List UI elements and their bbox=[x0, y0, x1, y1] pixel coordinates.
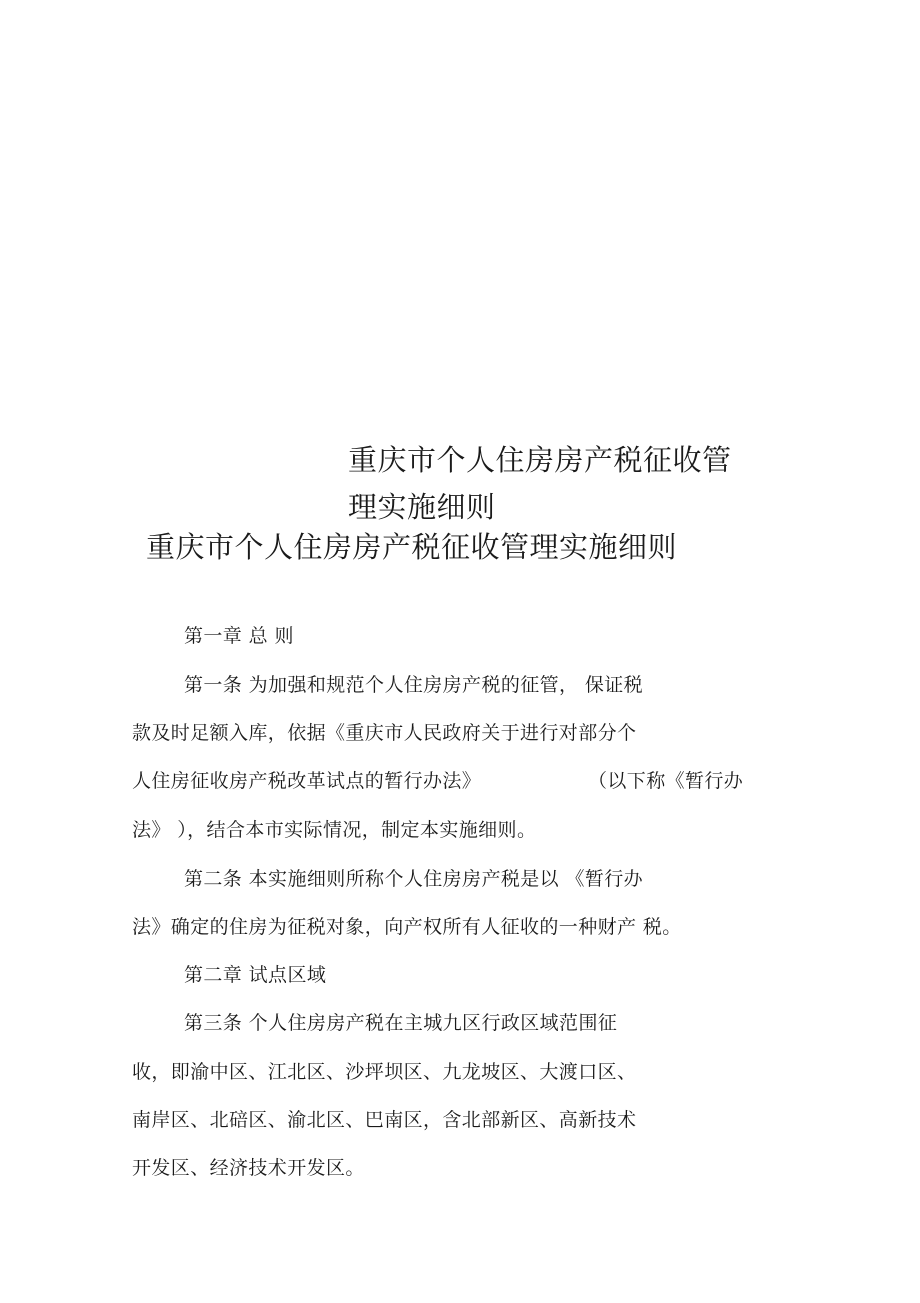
document-subtitle: 重庆市个人住房房产税征收管理实施细则 bbox=[146, 530, 678, 564]
article-1-line-3a: 人住房征收房产税改革试点的暂行办法》 bbox=[132, 770, 482, 792]
article-1-line-3b: （以下称《暂行办 bbox=[588, 770, 744, 792]
article-2-line-2: 法》确定的住房为征税对象，向产权所有人征收的一种财产 税。 bbox=[132, 916, 682, 938]
chapter-1-heading: 第一章 总 则 bbox=[184, 625, 294, 647]
document-title-line-1: 重庆市个人住房房产税征收管 bbox=[348, 443, 732, 477]
document-title-line-2: 理实施细则 bbox=[348, 490, 496, 524]
article-3-line-3: 南岸区、北碚区、渝北区、巴南区，含北部新区、高新技术 bbox=[132, 1109, 637, 1131]
article-3-line-1: 第三条 个人住房房产税在主城九区行政区域范围征 bbox=[184, 1012, 618, 1034]
article-2-line-1: 第二条 本实施细则所称个人住房房产税是以 《暂行办 bbox=[184, 868, 644, 890]
article-1-line-2: 款及时足额入库，依据《重庆市人民政府关于进行对部分个 bbox=[132, 722, 637, 744]
article-1-line-4: 法》 ），结合本市实际情况，制定本实施细则。 bbox=[132, 819, 537, 841]
article-3-line-4: 开发区、经济技术开发区。 bbox=[132, 1157, 365, 1179]
article-3-line-2: 收，即渝中区、江北区、沙坪坝区、九龙坡区、大渡口区、 bbox=[132, 1061, 637, 1083]
chapter-2-heading: 第二章 试点区域 bbox=[184, 964, 327, 986]
article-1-line-1: 第一条 为加强和规范个人住房房产税的征管， 保证税 bbox=[184, 674, 644, 696]
